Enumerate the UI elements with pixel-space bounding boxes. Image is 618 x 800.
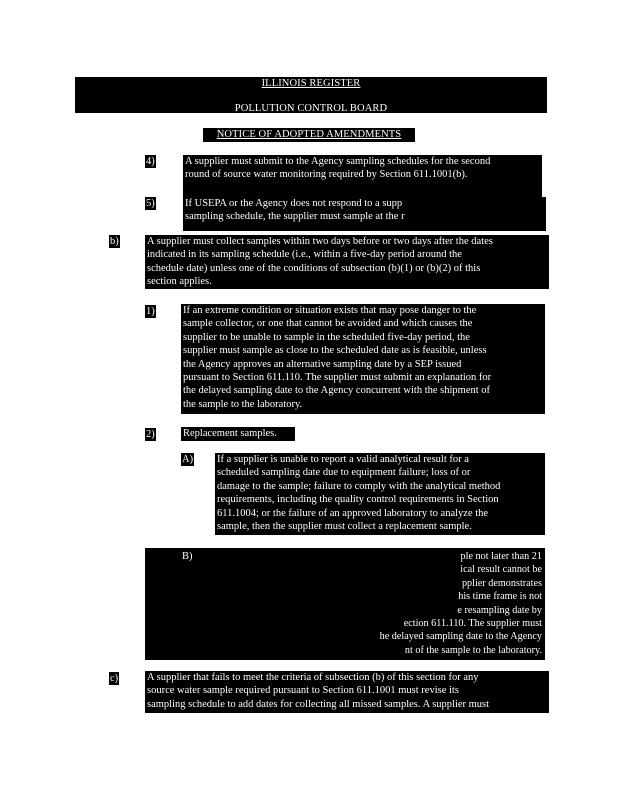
item-5-text: If USEPA or the Agency does not respond to a supp sampling schedule, the supplier must sample at the r xyxy=(183,197,546,231)
item-b1-label: 1) xyxy=(146,306,155,317)
item-b2-label: 2) xyxy=(146,429,155,440)
notice-title: NOTICE OF ADOPTED AMENDMENTS xyxy=(216,129,402,140)
item-4-label: 4) xyxy=(146,156,155,167)
item-b2b-label: B) xyxy=(182,551,193,562)
board-title: POLLUTION CONTROL BOARD xyxy=(234,103,388,114)
subsection-c-label: c) xyxy=(110,673,119,684)
subsection-b-label: b) xyxy=(110,236,119,247)
item-b2a-label: A) xyxy=(182,454,194,465)
header-line1-band xyxy=(75,77,547,91)
item-b2-text: Replacement samples. xyxy=(181,427,295,441)
subsection-c-text: A supplier that fails to meet the criteria of subsection (b) of this section for any source water sample required pursuant to Section 611.1001 must revise its sampling schedule to add dates for collecting all missed samples. A supplier must xyxy=(145,671,549,713)
item-4-text: A supplier must submit to the Agency sampling schedules for the second round of source water monitoring required by Section 611.1001(b). xyxy=(183,155,542,197)
header-line2-band xyxy=(75,91,547,113)
item-b1-text: If an extreme condition or situation exists that may pose danger to the sample collector, or one that cannot be avoided and which causes the supplier to be unable to sample in the scheduled five-day period, the supplier must sample as close to the scheduled date as is feasible, unless the Agency approves an alternative sampling date by a SEP issued pursuant to Section 611.110. The supplier must submit an explanation for the delayed sampling date to the Agency concurrent with the shipment of the sample to the laboratory. xyxy=(181,304,545,414)
redaction-gap xyxy=(145,289,545,303)
header-line3-band xyxy=(203,128,415,142)
item-b2b-text: ple not later than 21 ical result cannot be pplier demonstrates his time frame is not e resampling date by ection 611.110. The supplier must he delayed sampling date to the Agency nt of the sample to the laboratory. xyxy=(340,550,544,658)
register-title: ILLINOIS REGISTER xyxy=(261,78,361,89)
item-5-label: 5) xyxy=(146,198,155,209)
subsection-b-text: A supplier must collect samples within two days before or two days after the dates indicated in its sampling schedule (i.e., within a five-day period around the schedule date) unless one of the conditions of subsection (b)(1) or (b)(2) of this section applies. xyxy=(145,235,549,289)
item-b2a-text: If a supplier is unable to report a valid analytical result for a scheduled sampling date due to equipment failure; loss of or damage to the sample; failure to comply with the analytical method requirements, including the quality control requirements in Section 611.1004; or the failure of an approved laboratory to analyze the sample, then the supplier must collect a replacement sample. xyxy=(215,453,545,535)
